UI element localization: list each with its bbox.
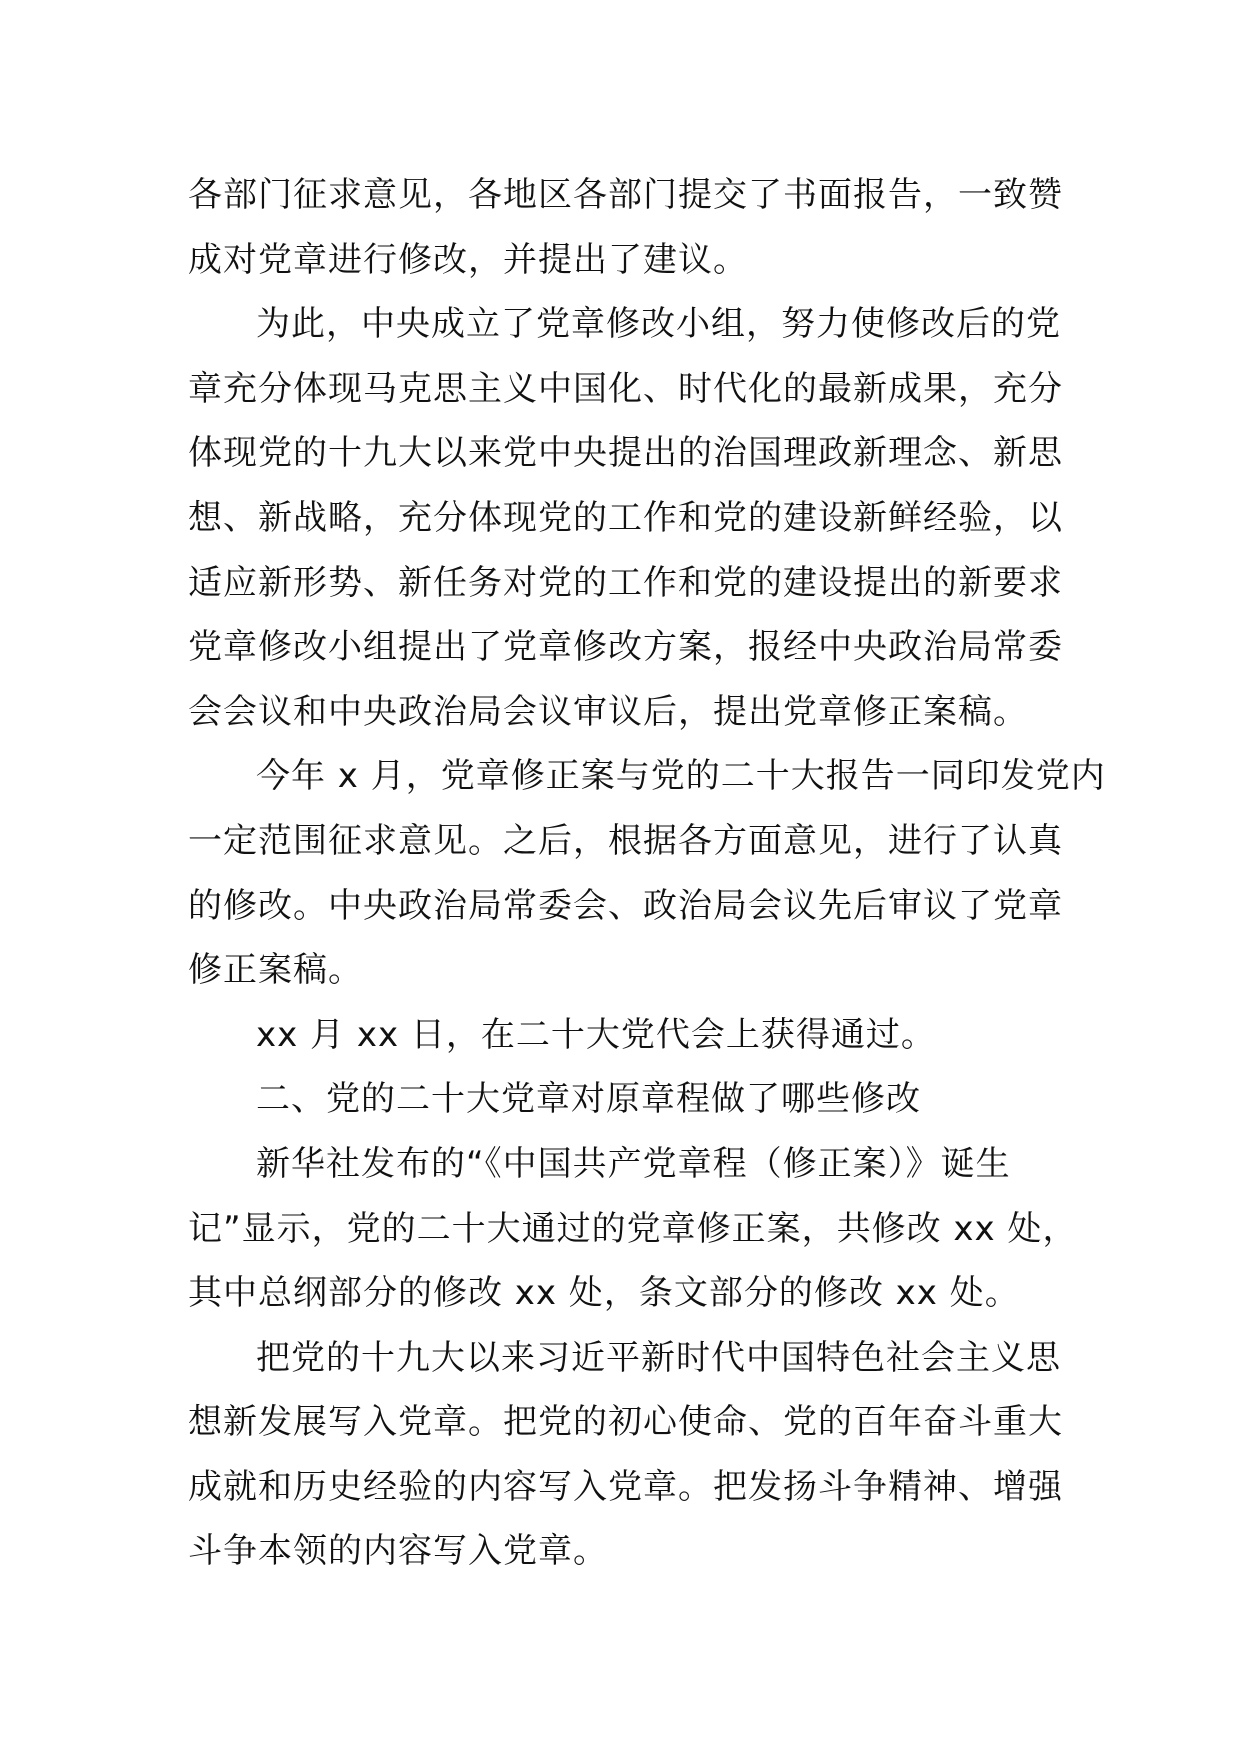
paragraph-start-line: 今年 x 月，党章修正案与党的二十大报告一同印发党内 bbox=[256, 756, 1106, 797]
text-line: 各部门征求意见，各地区各部门提交了书面报告，一致赞 bbox=[188, 175, 1063, 215]
text-line: 其中总纲部分的修改 xx 处，条文部分的修改 xx 处。 bbox=[188, 1273, 1020, 1314]
text-line: 体现党的十九大以来党中央提出的治国理政新理念、新思 bbox=[188, 433, 1063, 474]
text-line: 会会议和中央政治局会议审议后，提出党章修正案稿。 bbox=[188, 691, 1028, 732]
text-line: 记”显示，党的二十大通过的党章修正案，共修改 xx 处， bbox=[188, 1208, 1078, 1249]
text-line: 斗争本领的内容写入党章。 bbox=[188, 1531, 608, 1572]
text-line: 章充分体现马克思主义中国化、时代化的最新成果，充分 bbox=[188, 368, 1063, 409]
text-line: 想新发展写入党章。把党的初心使命、党的百年奋斗重大 bbox=[188, 1402, 1063, 1443]
text-line: 修正案稿。 bbox=[188, 950, 363, 991]
text-line: 一定范围征求意见。之后，根据各方面意见，进行了认真 bbox=[188, 820, 1063, 861]
paragraph-start-line: 把党的十九大以来习近平新时代中国特色社会主义思 bbox=[256, 1337, 1061, 1378]
text-line: 适应新形势、新任务对党的工作和党的建设提出的新要求 bbox=[188, 562, 1063, 603]
text-line: 成就和历史经验的内容写入党章。把发扬斗争精神、增强 bbox=[188, 1466, 1063, 1507]
section-heading: 二、党的二十大党章对原章程做了哪些修改 bbox=[256, 1079, 921, 1120]
text-line: 党章修改小组提出了党章修改方案，报经中央政治局常委 bbox=[188, 627, 1063, 668]
paragraph-start-line: xx 月 xx 日，在二十大党代会上获得通过。 bbox=[256, 1014, 936, 1055]
paragraph-start-line: 新华社发布的“《中国共产党章程（修正案）》诞生 bbox=[256, 1143, 1011, 1184]
text-line: 的修改。中央政治局常委会、政治局会议先后审议了党章 bbox=[188, 885, 1063, 926]
text-line: 成对党章进行修改，并提出了建议。 bbox=[188, 239, 748, 280]
paragraph-start-line: 为此，中央成立了党章修改小组，努力使修改后的党 bbox=[256, 304, 1061, 345]
document-body bbox=[188, 163, 1106, 1584]
text-line: 想、新战略，充分体现党的工作和党的建设新鲜经验，以 bbox=[188, 497, 1063, 538]
